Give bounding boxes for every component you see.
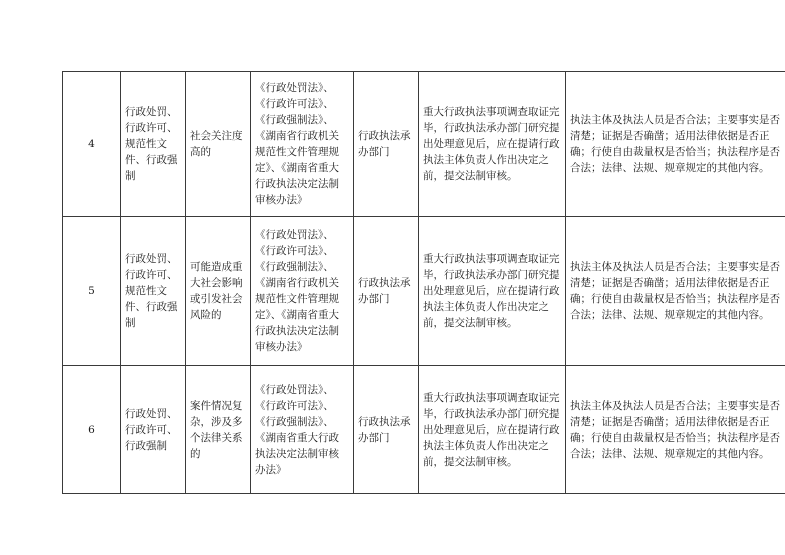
review-procedure: 重大行政执法事项调查取证完毕，行政执法承办部门研究提出处理意见后，应在提请行政执法主体负责人作出决定之前，提交法制审核。 (419, 366, 566, 494)
row-number: 6 (63, 366, 121, 494)
enforcement-type: 行政处罚、行政许可、规范性文件、行政强制 (121, 217, 186, 366)
legal-basis: 《行政处罚法》、《行政许可法》、《行政强制法》、《湖南省行政机关规范性文件管理规定》、《湖南省重大行政执法决定法制审核办法》 (251, 217, 354, 366)
review-procedure: 重大行政执法事项调查取证完毕，行政执法承办部门研究提出处理意见后，应在提请行政执法主体负责人作出决定之前，提交法制审核。 (419, 72, 566, 217)
responsible-dept: 行政执法承办部门 (354, 72, 419, 217)
table-row (63, 72, 785, 217)
table-row (63, 217, 785, 366)
row-number: 5 (63, 217, 121, 366)
legal-basis: 《行政处罚法》、《行政许可法》、《行政强制法》、《湖南省重大行政执法决定法制审核办法》 (251, 366, 354, 494)
responsible-dept: 行政执法承办部门 (354, 217, 419, 366)
enforcement-type: 行政处罚、行政许可、行政强制 (121, 366, 186, 494)
review-procedure: 重大行政执法事项调查取证完毕，行政执法承办部门研究提出处理意见后，应在提请行政执法主体负责人作出决定之前，提交法制审核。 (419, 217, 566, 366)
circumstance: 案件情况复杂，涉及多个法律关系的 (186, 366, 251, 494)
table-row (63, 366, 785, 494)
row-number: 4 (63, 72, 121, 217)
review-content: 执法主体及执法人员是否合法；主要事实是否清楚；证据是否确凿；适用法律依据是否正确；行使自由裁量权是否恰当；执法程序是否合法；法律、法规、规章规定的其他内容。 (566, 366, 785, 494)
review-table (62, 71, 785, 494)
legal-basis: 《行政处罚法》、《行政许可法》、《行政强制法》、《湖南省行政机关规范性文件管理规定》、《湖南省重大行政执法决定法制审核办法》 (251, 72, 354, 217)
review-content: 执法主体及执法人员是否合法；主要事实是否清楚；证据是否确凿；适用法律依据是否正确；行使自由裁量权是否恰当；执法程序是否合法；法律、法规、规章规定的其他内容。 (566, 72, 785, 217)
enforcement-type: 行政处罚、行政许可、规范性文件、行政强制 (121, 72, 186, 217)
responsible-dept: 行政执法承办部门 (354, 366, 419, 494)
review-content: 执法主体及执法人员是否合法；主要事实是否清楚；证据是否确凿；适用法律依据是否正确；行使自由裁量权是否恰当；执法程序是否合法；法律、法规、规章规定的其他内容。 (566, 217, 785, 366)
circumstance: 社会关注度高的 (186, 72, 251, 217)
circumstance: 可能造成重大社会影响或引发社会风险的 (186, 217, 251, 366)
